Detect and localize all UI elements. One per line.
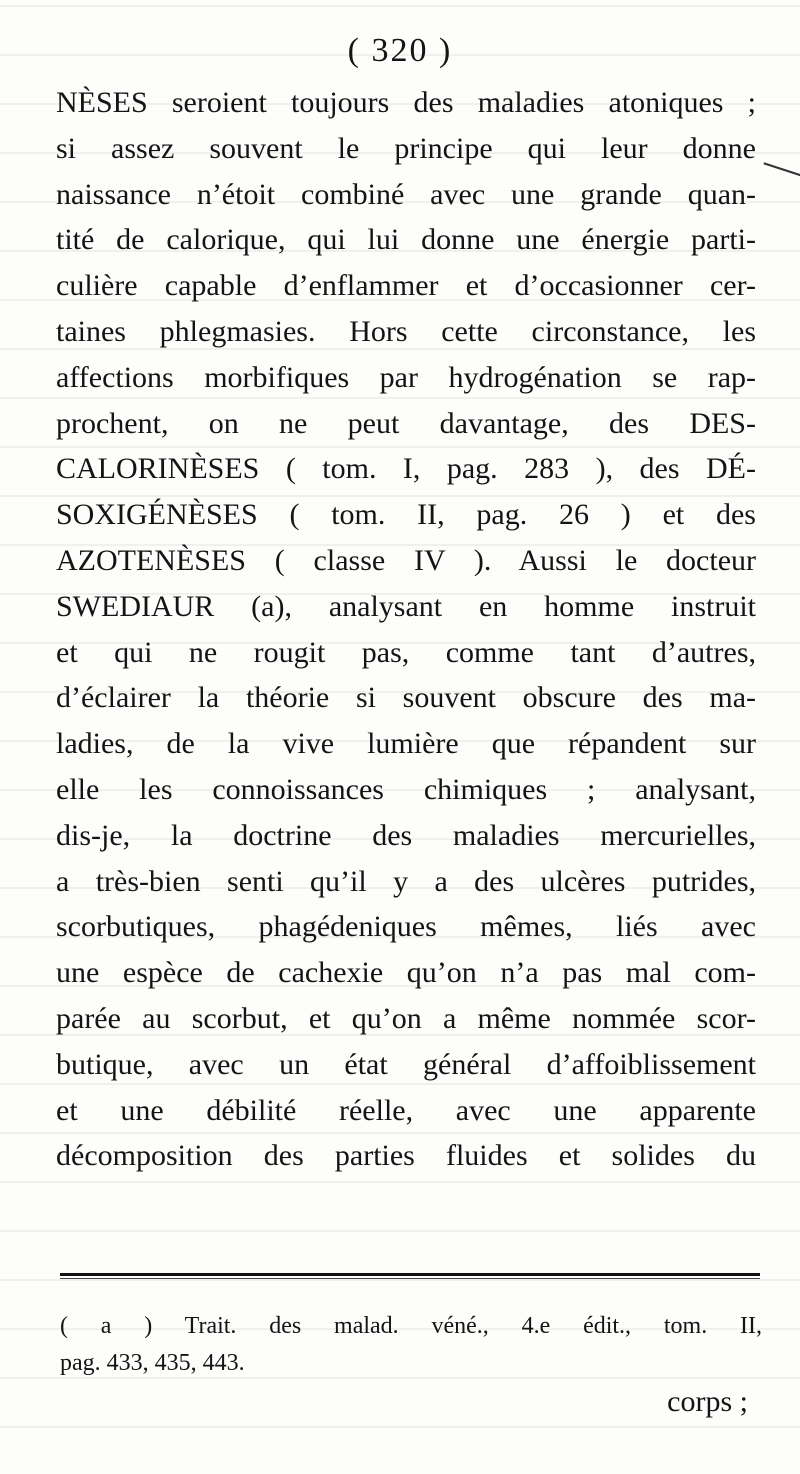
footnotes xyxy=(60,1308,762,1382)
footnote-rule xyxy=(60,1273,760,1276)
text-line: CALORINÈSES ( tom. I, pag. 283 ), des DÉ- xyxy=(56,452,756,486)
text-line: prochent, on ne peut davantage, des DES- xyxy=(56,406,756,440)
text-line: d’éclairer la théorie si souvent obscure des ma- xyxy=(56,681,756,715)
footnote-rule-thin xyxy=(60,1278,760,1279)
text-line: AZOTENÈSES ( classe IV ). Aussi le docteur xyxy=(56,543,756,577)
body-text xyxy=(56,80,756,1179)
text-line: elle les connoissances chimiques ; analysant, xyxy=(56,772,756,806)
text-line: SOXIGÉNÈSES ( tom. II, pag. 26 ) et des xyxy=(56,498,756,532)
text-line: et qui ne rougit pas, comme tant d’autres, xyxy=(56,635,756,669)
text-line: SWEDIAUR (a), analysant en homme instruit xyxy=(56,589,756,623)
text-line: scorbutiques, phagédeniques mêmes, liés avec xyxy=(56,910,756,944)
footnote-line: pag. 433, 435, 443. xyxy=(60,1350,245,1376)
text-line: NÈSES seroient toujours des maladies atoniques ; xyxy=(56,86,756,119)
text-line: a très-bien senti qu’il y a des ulcères putrides, xyxy=(56,864,756,898)
text-line: taines phlegmasies. Hors cette circonstance, les xyxy=(56,314,756,348)
text-line: naissance n’étoit combiné avec une grande quan- xyxy=(56,177,756,211)
margin-ink-stroke xyxy=(758,162,800,193)
text-line: décomposition des parties fluides et solides du xyxy=(56,1139,756,1173)
text-line: une espèce de cachexie qu’on n’a pas mal com- xyxy=(56,956,756,990)
footnote-line: ( a ) Trait. des malad. véné., 4.e édit., tom. II, xyxy=(60,1313,762,1339)
text-line: parée au scorbut, et qu’on a même nommée scor- xyxy=(56,1001,756,1035)
text-line: et une débilité réelle, avec une apparente xyxy=(56,1093,756,1127)
text-line: tité de calorique, qui lui donne une énergie parti- xyxy=(56,223,756,257)
text-line: affections morbifiques par hydrogénation se rap- xyxy=(56,360,756,394)
text-line: dis-je, la doctrine des maladies mercurielles, xyxy=(56,818,756,852)
text-line: si assez souvent le principe qui leur donne xyxy=(56,131,756,165)
page-number-header: ( 320 ) xyxy=(347,32,453,69)
text-line: ladies, de la vive lumière que répandent sur xyxy=(56,727,756,761)
text-line: culière capable d’enflammer et d’occasionner cer- xyxy=(56,269,756,303)
text-line: butique, avec un état général d’affoiblissement xyxy=(56,1047,756,1081)
catchword: corps ; xyxy=(667,1385,748,1418)
